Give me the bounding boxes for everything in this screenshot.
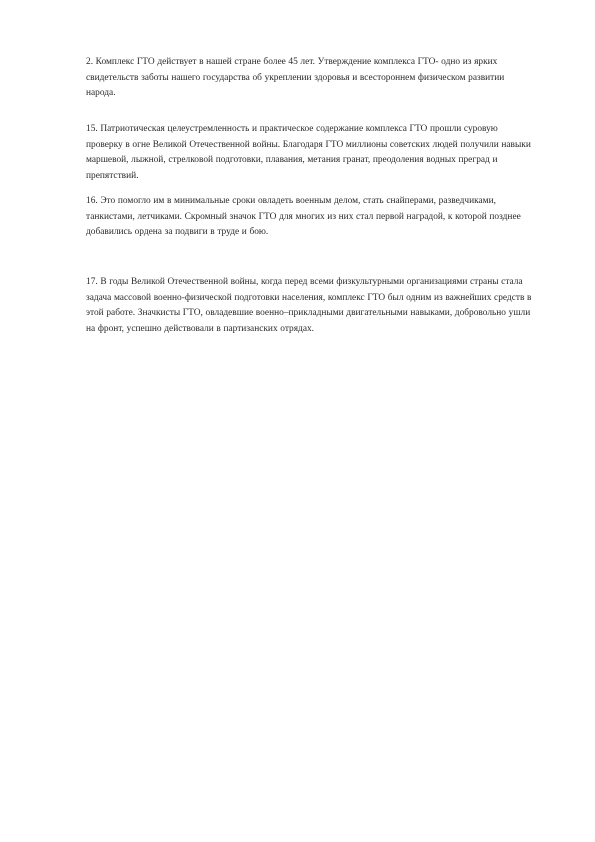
paragraph-16: 16. Это помогло им в минимальные сроки овладеть военным делом, стать снайперами, разведчиками, танкистами, летчиками. Скромный значок ГТО для многих из них стал первой наградой, к которой позднее добавились ордена за подвиги в труде и бою. [86, 196, 521, 237]
paragraph-15: 15. Патриотическая целеустремленность и практическое содержание комплекса ГТО прошли суровую проверку в огне Великой Отечественной войны. Благодаря ГТО миллионы советских людей получили навыки маршевой, лыжной, стрелковой подготовки, плавания, метания гранат, преодоления водных преград и препятствий. [86, 124, 531, 181]
paragraph-17: 17. В годы Великой Отечественной войны, когда перед всеми физкультурными организациями страны стала задача массовой военно-физической подготовки населения, комплекс ГТО был одним из важнейших средств в этой работе. Значкисты ГТО, овладевшие военно–прикладными двигательными навыками, добровольно ушли на фронт, успешно действовали в партизанских отрядах. [86, 277, 532, 334]
paragraph-2: 2. Комплекс ГТО действует в нашей стране более 45 лет. Утверждение комплекса ГТО- одно из ярких свидетельств заботы нашего государства об укреплении здоровья и всестороннем физическом развитии народа. [86, 57, 505, 98]
